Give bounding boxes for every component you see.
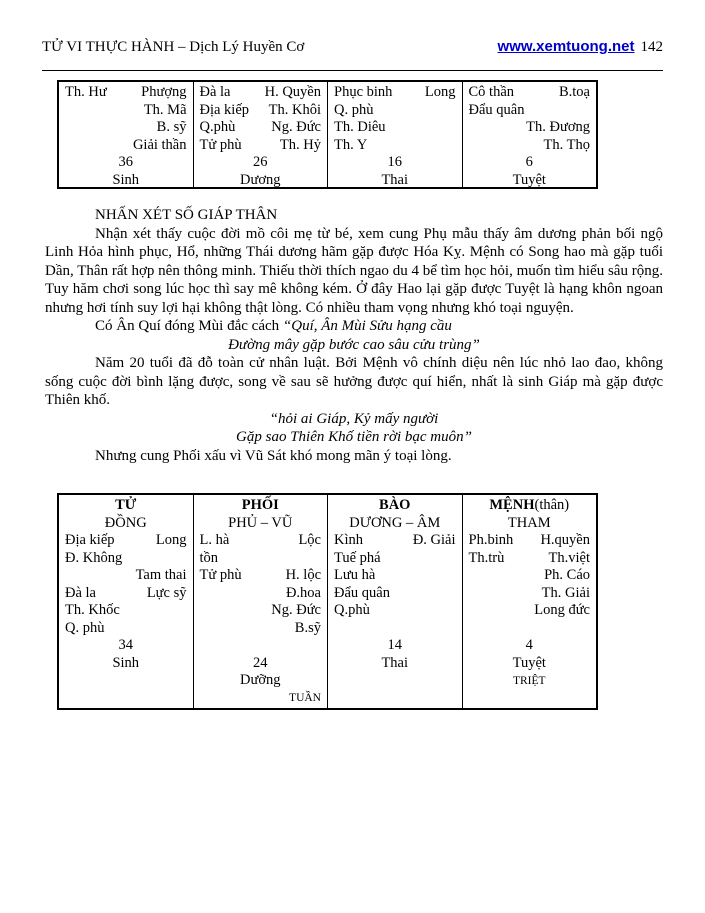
table-cell-line [463,550,597,568]
table-cell-text: Lưu hà [334,567,376,584]
table-cell-line [463,154,597,172]
horoscope-table-bottom-col-4 [462,495,597,708]
paragraph-3: Nhưng cung Phối xấu vì Vũ Sát khó mong mãn ý toại lòng. [95,447,452,464]
table-cell-text: 26 [253,154,268,171]
table-cell-line [194,655,328,673]
table-cell-text: Sinh [112,654,140,671]
table-cell-text: Tam thai [135,567,187,584]
table-cell-line [59,84,193,102]
header-right [498,38,663,56]
table-cell-text: Đẩu quân [468,101,525,118]
table-cell-text: Th. Diêu [334,119,386,136]
table-cell-text: 6 [525,154,533,171]
table-cell-text: Phượng [141,84,187,101]
table-cell-text: BÀO [379,497,411,514]
table-cell-text: L. hà [199,532,230,549]
table-cell-line [463,532,597,550]
table-cell-text: 16 [387,154,402,171]
table-cell-text: Th. Khôi [268,101,321,118]
table-cell-text: Tuyệt [512,171,546,188]
table-cell-line [463,672,597,690]
table-cell-text: Q. phù [65,619,105,636]
table-cell-line [59,515,193,533]
table-cell-text: tồn [199,549,219,566]
horoscope-table-bottom-col-3 [327,495,462,708]
table-cell-text: B. sỹ [156,119,187,136]
table-cell-text: MỆNH [489,497,535,514]
table-cell-text: Đà la [65,584,96,601]
table-cell-line [463,567,597,585]
table-cell-line [328,655,462,673]
table-cell-text: Th. Thọ [543,136,590,153]
table-cell-text: Đà la [199,84,231,101]
table-cell-line [328,137,462,155]
table-cell-line [328,154,462,172]
site-link[interactable]: www.xemtuong.net [497,38,635,55]
quote2-line1: “hỏi ai Giáp, Kỷ mấy người [269,410,439,427]
article [45,206,663,465]
table-cell-text: Long [424,84,456,101]
table-cell-text: TUẦN [289,692,321,705]
table-cell-line [194,172,328,190]
table-cell-line [463,515,597,533]
table-cell-line [463,585,597,603]
table-cell-line [194,137,328,155]
table-cell-text: Tử phù [199,136,242,153]
table-cell-text: Long [155,532,187,549]
table-cell-line [194,567,328,585]
table-cell-text: PHỦ – VŨ [228,514,293,531]
horoscope-table-top-col-3 [327,82,462,187]
table-cell-text: Q. phù [334,101,374,118]
table-cell-text: Dưỡng [240,672,281,689]
table-cell-text: H. lộc [285,567,321,584]
header-title: TỬ VI THỰC HÀNH – Dịch Lý Huyền Cơ [42,39,305,55]
table-cell-text: Thai [381,171,409,188]
table-cell-text: Tử phù [199,567,242,584]
table-cell-line [463,497,597,515]
table-cell-text: TỬ [115,497,137,514]
table-cell-line [328,84,462,102]
table-cell-line [194,550,328,568]
table-cell-text: 14 [387,637,402,654]
table-cell-text: Phục binh [334,84,393,101]
horoscope-table-top-col-2 [193,82,328,187]
quote1-line1: “Quí, Ân Mùi Sửu hạng cầu [282,318,452,334]
table-cell-line [194,84,328,102]
table-cell-line [194,102,328,120]
table-cell-line [328,102,462,120]
table-cell-line [59,497,193,515]
table-cell-text: B.toạ [558,84,590,101]
paragraph-2: Năm 20 tuổi đã đỗ toàn cử nhân luật. Bởi Mệnh vô chính diệu nên lúc nhỏ lao đao, không sống cuộc đời bình lặng được, song về sau sẽ hưởng được quí hiển, nhất là sinh Giáp mà gặp được Thiên khố. [45,355,663,408]
table-cell-text: 34 [118,637,133,654]
quote1-line2: Đường mây gặp bước cao sâu cửu trùng” [228,336,480,353]
page-header [42,38,663,56]
table-cell-text: Th. Mã [143,101,187,118]
table-cell-text: Th. Giải [541,584,590,601]
table-cell-line [328,119,462,137]
table-cell-line [59,655,193,673]
table-cell-text: 24 [253,654,268,671]
table-cell-text: Địa kiếp [65,532,115,549]
table-cell-text: Đ. Giải [412,532,456,549]
table-cell-line [463,620,597,638]
table-cell-text: Đẩu quân [334,584,390,601]
table-cell-text: Tuế phá [334,549,381,566]
table-cell-line [194,154,328,172]
table-cell-line [328,620,462,638]
table-cell-text: Th. Y [334,136,368,153]
table-cell-text: Th. Hư [65,84,107,101]
horoscope-table-top [57,80,598,189]
table-cell-line [194,585,328,603]
table-cell-text: 36 [118,154,133,171]
table-cell-line [328,172,462,190]
table-cell-text: Th.trù [468,549,505,566]
table-cell-line [59,602,193,620]
horoscope-table-top-col-4 [462,82,597,187]
table-cell-line [194,620,328,638]
table-cell-line [463,602,597,620]
table-cell-text: H. Quyền [264,84,321,101]
page-number: 142 [640,39,663,55]
table-cell-text: B.sỹ [294,619,321,636]
table-cell-text: Th. Khốc [65,602,120,619]
table-cell-line [59,532,193,550]
table-cell-line [59,102,193,120]
paragraph-quote-intro [45,317,663,336]
table-cell-text: Địa kiếp [199,101,250,118]
table-cell-text: Tuyệt [512,654,546,671]
table-cell-line [328,497,462,515]
table-cell-line [59,550,193,568]
table-cell-text: DƯƠNG – ÂM [349,514,441,531]
table-cell-text: 4 [525,637,533,654]
horoscope-table-bottom [57,493,598,710]
table-cell-text: Ph.binh [468,532,514,549]
table-cell-line [59,637,193,655]
table-cell-text: Kình [334,532,363,549]
table-cell-line [194,690,328,708]
table-cell-text: PHỐI [241,497,279,514]
table-cell-line [463,172,597,190]
quote-intro-text: Có Ân Quí đóng Mùi đắc cách [95,318,283,334]
table-cell-line [328,585,462,603]
table-cell-text: Đ. Không [65,549,123,566]
table-cell-line [328,515,462,533]
table-cell-line [59,585,193,603]
table-cell-text: Đ.hoa [285,584,321,601]
table-cell-line [194,515,328,533]
paragraph-1: Nhận xét thấy cuộc đời mồ côi mẹ từ bé, xem cung Phụ mẫu thấy âm dương phản bối ngộ Linh Hỏa hình phục, Hổ, những Thái dương hãm gặp được Hóa Kỵ. Mệnh có Song hao mà gặp tuổi Dần, Thân rất hợp nên thông minh. Thiếu thời thích ngao du 4 bể tìm học hỏi, muốn tìm hiểu sâu rộng. Tuy hăm chơi song lúc học thì say mê không kém. Ở đây Hao lại gặp được Tuyệt là hạng khôn ngoan nhưng hơi tính suy lợi hại không thật lòng. Có nhiều tham vọng nhưng khó toại nguyện. [45,225,663,316]
header-rule [42,70,663,71]
table-cell-text: Th. Đương [526,119,590,136]
table-cell-text: Q.phù [199,119,236,136]
horoscope-table-top-col-1 [59,82,193,187]
horoscope-table-bottom-col-1 [59,495,193,708]
table-cell-text: ĐỒNG [104,514,147,531]
table-cell-line [59,137,193,155]
table-cell-text: Long đức [534,602,590,619]
table-cell-text: Th.việt [548,549,590,566]
table-cell-line [328,550,462,568]
section-heading: NHẤN XÉT SỐ GIÁP THÂN [95,207,278,223]
table-cell-text: Ng. Đức [271,119,321,136]
table-cell-line [59,620,193,638]
table-cell-text: THAM [507,514,551,531]
table-cell-line [59,154,193,172]
table-cell-line [194,637,328,655]
table-cell-text: Ph. Cáo [544,567,590,584]
table-cell-text: Thai [381,654,409,671]
table-cell-line [463,637,597,655]
table-cell-text: Lực sỹ [146,584,187,601]
table-cell-line [328,532,462,550]
table-cell-line [463,119,597,137]
table-cell-text: Sinh [112,171,140,188]
table-cell-line [194,497,328,515]
table-cell-line [463,655,597,673]
table-cell-text: TRIỆT [512,674,546,687]
table-cell-line [59,567,193,585]
table-cell-line [59,119,193,137]
table-cell-line [328,602,462,620]
table-cell-text: Giải thần [132,136,187,153]
table-cell-text: Cô thần [468,84,515,101]
table-cell-text: Dương [240,171,281,188]
table-cell-text: Th. Hỷ [279,136,321,153]
horoscope-table-bottom-col-2 [193,495,328,708]
table-cell-text: Lộc [298,532,321,549]
table-cell-line [328,637,462,655]
table-cell-line [463,84,597,102]
table-cell-line [59,172,193,190]
table-cell-line [194,532,328,550]
table-cell-line [328,567,462,585]
table-cell-text: Ng. Đức [271,602,321,619]
table-cell-text: Q.phù [334,602,370,619]
table-cell-line [194,602,328,620]
table-cell-text: (thân) [534,497,570,514]
table-cell-line [194,119,328,137]
quote2-line2: Gặp sao Thiên Khố tiền rời bạc muôn” [236,429,472,445]
table-cell-line [463,102,597,120]
table-cell-line [194,672,328,690]
table-cell-line [463,137,597,155]
table-cell-text: H.quyền [540,532,590,549]
